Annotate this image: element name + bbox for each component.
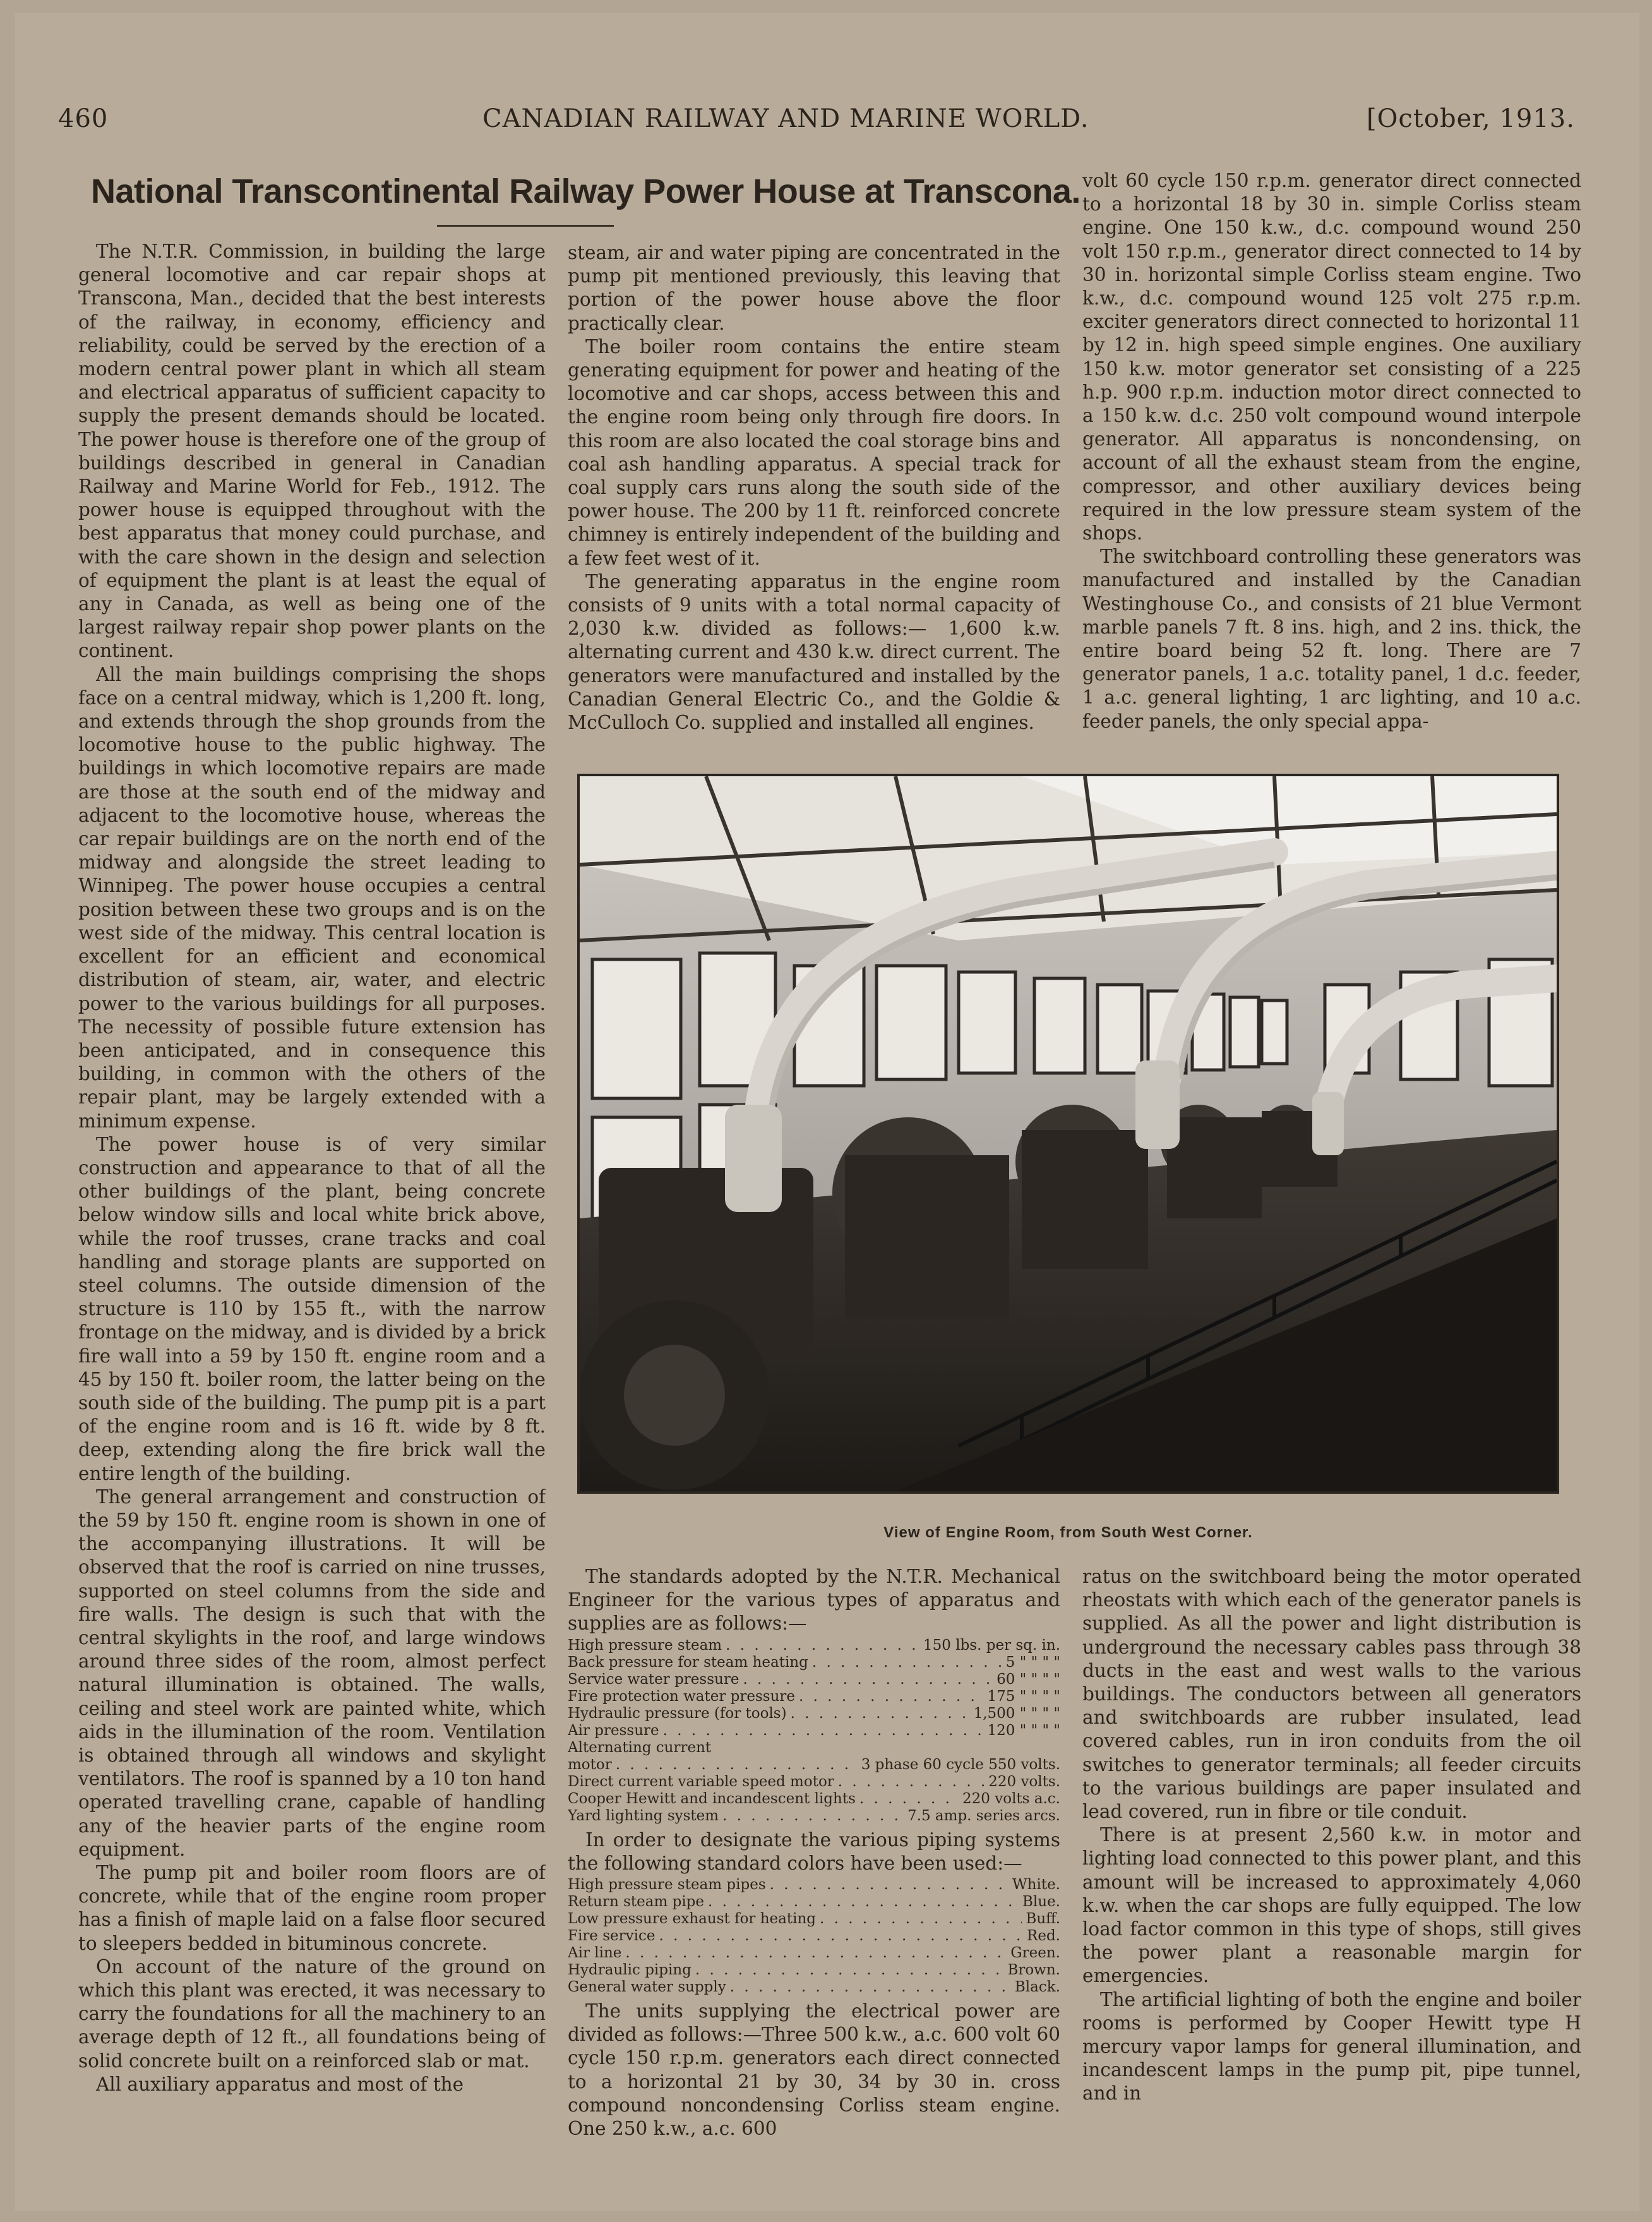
paragraph: The pump pit and boiler room floors are of concrete, while that of the engine room proper has a finish of maple laid on a false floor secured to sleepers bedded in bituminous concrete. xyxy=(78,1862,546,1954)
table-row xyxy=(568,1962,1060,1979)
paragraph: The N.T.R. Commission, in building the large general locomotive and car repair shops at Transcona, Man., decided that the best interests of the railway, in economy, efficiency and reliability, could be served by the erection of a modern central power plant in which all steam and electrical apparatus of sufficient capacity to supply the present demands should be located. The power house is therefore one of the group of buildings described in general in Canadian Railway and Marine World for Feb., 1912. The power house is equipped throughout with the best apparatus that money could purchase, and with the care shown in the design and selection of equipment the plant is at least the equal of any in Canada, as well as being one of the largest railway repair shop power plants on the continent. xyxy=(78,241,546,662)
table-row xyxy=(568,1757,1060,1774)
table-row xyxy=(568,1979,1060,1996)
paragraph: steam, air and water piping are concentrated in the pump pit mentioned previously, this leaving that portion of the power house above the floor practically clear. xyxy=(568,242,1060,334)
row-label: High pressure steam pipes xyxy=(568,1877,766,1894)
row-value: 7.5 amp. series arcs. xyxy=(907,1807,1060,1824)
leader-dots xyxy=(708,1894,1019,1911)
row-label: High pressure steam xyxy=(568,1636,722,1654)
table-row xyxy=(568,1928,1060,1945)
row-label: Air line xyxy=(568,1945,622,1962)
row-value: Red. xyxy=(1027,1928,1060,1945)
table-row xyxy=(568,1637,1060,1654)
row-value: White. xyxy=(1012,1877,1060,1894)
row-value: Blue. xyxy=(1022,1894,1060,1911)
paragraph: The artificial lighting of both the engine and boiler rooms is performed by Cooper Hewitt type H mercury vapor lamps for general illumination, and incandescent lamps in the pump pit, pipe tunnel, and in xyxy=(1082,1988,1581,2105)
table-row xyxy=(568,1894,1060,1911)
paragraph: All the main buildings comprising the shops face on a central midway, which is 1,200 ft. long, and extends through the shop grounds from the locomotive house to the public highway. The buildings in which locomotive repairs are made are those at the south end of the midway and adjacent to the locomotive house, whereas the car repair buildings are on the north end of the midway and alongside the street leading to Winnipeg. The power house occupies a central position between these two groups and is on the west side of the midway. This central location is excellent for an efficient and economical distribution of steam, air, water, and electric power to the various buildings for all purposes. The necessity of possible future extension has been anticipated, and in consequence this building, in common with the others of the repair plant, may be largely extended with a minimum expense. xyxy=(78,663,546,1132)
leader-dots xyxy=(770,1877,1009,1894)
leader-dots xyxy=(616,1757,858,1774)
paragraph: The general arrangement and construction of the 59 by 150 ft. engine room is shown in one of the accompanying illustrations. It will be observed that the roof is carried on nine trusses, supported on steel columns from the side and fire walls. The design is such that with the central skylights in the roof, and large windows around three sides of the room, almost perfect natural illumination is obtained. The walls, ceiling and steel work are painted white, which aids in the illumination of the room. Ventilation is obtained through all windows and skylight ventilators. The roof is spanned by a 10 ton hand operated travelling crane, capable of handling any of the heavier parts of the engine room equipment. xyxy=(78,1486,546,1860)
row-label: Hydraulic piping xyxy=(568,1962,691,1979)
issue-date: [October, 1913. xyxy=(1367,104,1575,133)
leader-dots xyxy=(726,1637,919,1654)
row-value: Brown. xyxy=(1007,1962,1060,1979)
row-label: Service water pressure xyxy=(568,1671,739,1688)
leader-dots xyxy=(663,1722,984,1739)
row-value: 175 " " " " xyxy=(987,1688,1060,1705)
table-row xyxy=(568,1654,1060,1671)
leader-dots xyxy=(799,1688,984,1705)
row-value: Green. xyxy=(1010,1945,1060,1962)
paragraph: The power house is of very similar construction and appearance to that of all the other buildings of the plant, being concrete below window sills and local white brick above, while the roof trusses, crane tracks and coal handling and storage plants are supported on steel columns. The outside dimension of the structure is 110 by 155 ft., with the narrow frontage on the midway, and is divided by a brick fire wall into a 59 by 150 ft. engine room and a 45 by 150 ft. boiler room, the latter being on the south side of the building. The pump pit is a part of the engine room and is 16 ft. wide by 8 ft. deep, extending along the fire brick wall the entire length of the building. xyxy=(78,1133,546,1484)
page-number: 460 xyxy=(58,104,109,133)
row-value: 60 " " " " xyxy=(997,1671,1060,1688)
title-rule xyxy=(437,225,614,227)
leader-dots xyxy=(838,1774,985,1791)
table-row xyxy=(568,1739,1060,1757)
paragraph: In order to designate the various piping systems the following standard colors have been used:— xyxy=(568,1829,1060,1874)
row-label: Direct current variable speed motor xyxy=(568,1773,834,1790)
table-row xyxy=(568,1774,1060,1791)
row-label: Yard lighting system xyxy=(568,1807,719,1824)
column-3-bottom xyxy=(1082,1565,1581,2197)
column-2-bottom xyxy=(568,1565,1060,2197)
row-label: Hydraulic pressure (for tools) xyxy=(568,1705,787,1722)
engine-room-photo xyxy=(577,774,1559,1494)
row-label: General water supply xyxy=(568,1979,726,1996)
leader-dots xyxy=(859,1791,959,1808)
row-value: Black. xyxy=(1014,1979,1060,1996)
row-value: 1,500 " " " " xyxy=(973,1705,1060,1722)
leader-dots xyxy=(812,1654,1002,1671)
page xyxy=(15,13,1639,2211)
pipe-colors-table xyxy=(568,1877,1060,1996)
leader-dots xyxy=(659,1928,1023,1945)
table-row xyxy=(568,1688,1060,1705)
table-row xyxy=(568,1945,1060,1962)
leader-dots xyxy=(695,1962,1004,1979)
leader-dots xyxy=(722,1808,904,1825)
journal-title: CANADIAN RAILWAY AND MARINE WORLD. xyxy=(482,104,1089,133)
row-label: Air pressure xyxy=(568,1722,659,1739)
row-label: Alternating current xyxy=(568,1739,712,1756)
table-row xyxy=(568,1671,1060,1688)
table-row xyxy=(568,1911,1060,1928)
column-1 xyxy=(78,240,546,2192)
table-row xyxy=(568,1877,1060,1894)
article-title: National Transcontinental Railway Power House at Transcona. xyxy=(91,172,1080,210)
standards-table xyxy=(568,1637,1060,1825)
photo-caption: View of Engine Room, from South West Corner. xyxy=(883,1524,1253,1541)
row-label: Fire protection water pressure xyxy=(568,1688,796,1705)
row-label: Fire service xyxy=(568,1928,655,1945)
paragraph: The generating apparatus in the engine room consists of 9 units with a total normal capacity of 2,030 k.w. divided as follows:— 1,600 k.w. alternating current and 430 k.w. direct current. The generators were manufactured and installed by the Canadian General Electric Co., and the Goldie & McCulloch Co. supplied and installed all engines. xyxy=(568,570,1060,734)
paragraph: The standards adopted by the N.T.R. Mechanical Engineer for the various types of apparatus and supplies are as follows:— xyxy=(568,1566,1060,1635)
table-row xyxy=(568,1705,1060,1722)
paragraph: There is at present 2,560 k.w. in motor and lighting load connected to this power plant, and this amount will be increased to approximately 4,060 k.w. when the car shops are fully equipped. The low load factor common in this type of shops, still gives the power plant a reasonable margin for emergencies. xyxy=(1082,1824,1581,1987)
leader-dots xyxy=(625,1945,1007,1962)
row-value: 220 volts. xyxy=(988,1773,1060,1790)
row-value: 5 " " " " xyxy=(1005,1654,1060,1671)
row-label: Back pressure for steam heating xyxy=(568,1654,808,1671)
paragraph: On account of the nature of the ground on which this plant was erected, it was necessary to carry the foundations for all the machinery to an average depth of 12 ft., all foundations being of solid concrete built on a reinforced slab or mat. xyxy=(78,1955,546,2072)
row-value: 220 volts a.c. xyxy=(962,1790,1060,1807)
row-label: motor xyxy=(568,1756,612,1773)
row-label: Cooper Hewitt and incandescent lights xyxy=(568,1790,856,1807)
paragraph: The units supplying the electrical power are divided as follows:—Three 500 k.w., a.c. 600 volt 60 cycle 150 r.p.m. generators each direct connected to a horizontal 21 by 30, 34 by 30 in. cross compound noncondensing Corliss steam engine. One 250 k.w., a.c. 600 xyxy=(568,2000,1060,2140)
row-value: Buff. xyxy=(1026,1911,1060,1928)
table-row xyxy=(568,1722,1060,1739)
row-label: Low pressure exhaust for heating xyxy=(568,1911,816,1928)
paragraph: All auxiliary apparatus and most of the xyxy=(96,2073,464,2095)
paragraph: The boiler room contains the entire steam generating equipment for power and heating of the locomotive and car shops, access between this and the engine room being only through fire doors. In this room are also located the coal storage bins and coal ash handling apparatus. A special track for coal supply cars runs along the south side of the power house. The 200 by 11 ft. reinforced concrete chimney is entirely independent of the building and a few feet west of it. xyxy=(568,335,1060,569)
column-3-top xyxy=(1082,169,1581,772)
leader-dots xyxy=(743,1671,993,1688)
paragraph: The switchboard controlling these generators was manufactured and installed by the Canadian Westinghouse Co., and consists of 21 blue Vermont marble panels 7 ft. 8 ins. high, and 2 ins. thick, the entire board being 52 ft. long. There are 7 generator panels, 1 a.c. totality panel, 1 d.c. feeder, 1 a.c. general lighting, 1 arc lighting, and 10 a.c. feeder panels, the only special appa- xyxy=(1082,546,1581,732)
row-value: 120 " " " " xyxy=(987,1722,1060,1739)
row-value: 3 phase 60 cycle 550 volts. xyxy=(861,1756,1060,1773)
row-label: Return steam pipe xyxy=(568,1894,705,1911)
row-value: 150 lbs. per sq. in. xyxy=(923,1636,1060,1654)
paragraph: volt 60 cycle 150 r.p.m. generator direct connected to a horizontal 18 by 30 in. simple Corliss steam engine. One 150 k.w., d.c. compound wound 250 volt 150 r.p.m., generator direct connected to 14 by 30 in. horizontal simple Corliss steam engine. Two k.w., d.c. compound wound 125 volt 275 r.p.m. exciter generators direct connected to horizontal 11 by 12 in. high speed simple engines. One auxiliary 150 k.w. motor generator set consisting of a 225 h.p. 900 r.p.m. induction motor direct connected to a 150 k.w. d.c. 250 volt compound wound interpole generator. All apparatus is noncondensing, on account of all the exhaust steam from the engine, compressor, and other auxiliary devices being required in the low pressure steam system of the shops. xyxy=(1082,170,1581,544)
table-row xyxy=(568,1808,1060,1825)
column-2-top xyxy=(568,241,1060,772)
leader-dots xyxy=(791,1705,970,1722)
table-row xyxy=(568,1791,1060,1808)
leader-dots xyxy=(730,1979,1011,1996)
leader-dots xyxy=(820,1911,1022,1928)
paragraph: ratus on the switchboard being the motor operated rheostats with which each of the generator panels is supplied. As all the power and light distribution is underground the necessary cables pass through 38 ducts in the east and west walls to the various buildings. The conductors between all generators and switchboards are rubber insulated, lead covered cables, run in iron conduits from the oil switches to generator terminals; all feeder circuits to the various buildings are paper insulated and lead covered, run in fibre or tile conduit. xyxy=(1082,1566,1581,1823)
